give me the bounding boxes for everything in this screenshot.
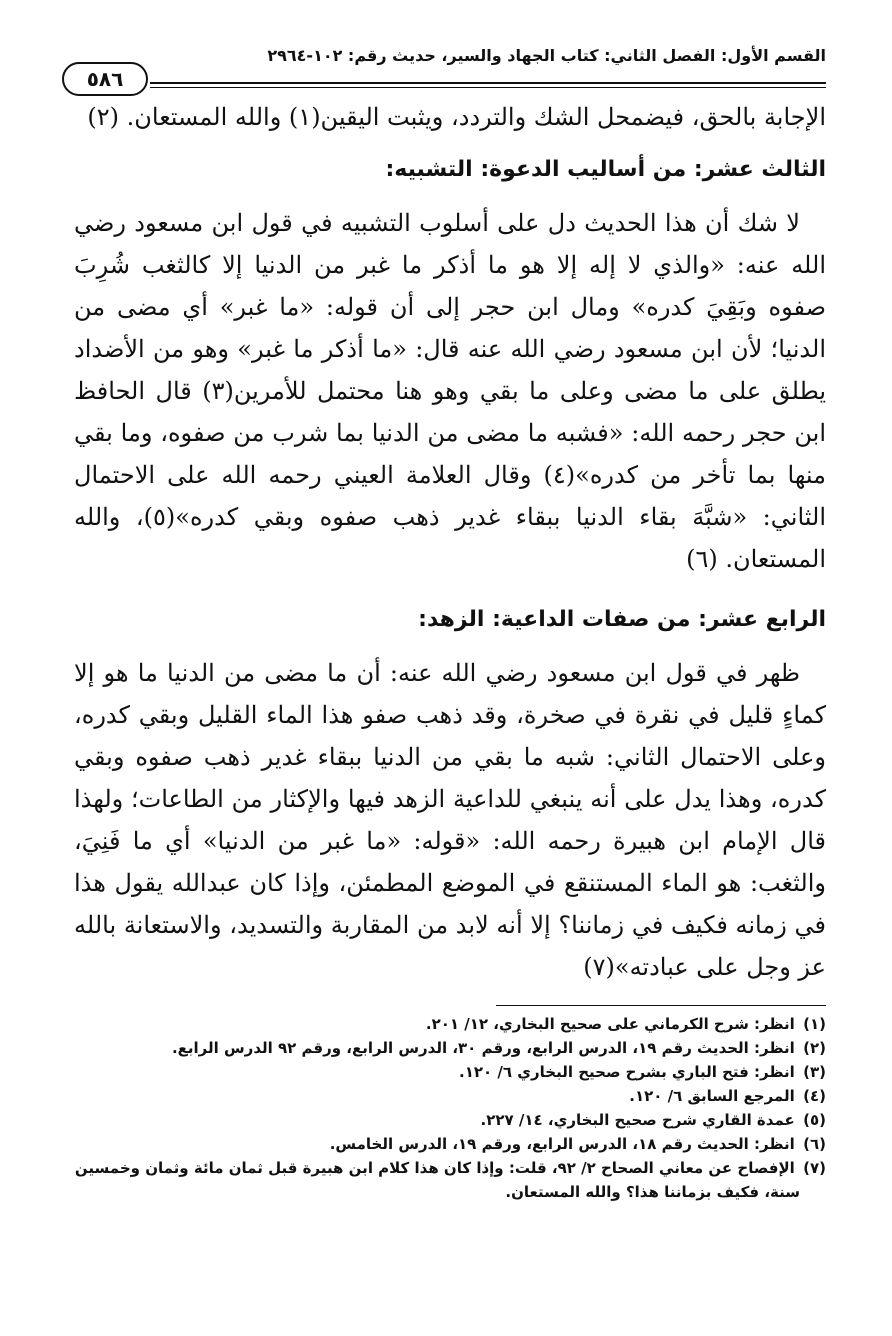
footnote-text: انظر: الحديث رقم ١٨، الدرس الرابع، ورقم ١٩، الدرس الخامس. [329,1135,795,1153]
page-number-badge [62,62,148,96]
footnote-number: (١) [803,1015,826,1033]
footnote-number: (٥) [803,1111,826,1129]
paragraph-asceticism-text: ظهر في قول ابن مسعود رضي الله عنه: أن ما مضى من الدنيا ما هو إلا كماءٍ قليل في نقرة في صخرة، وقد ذهب صفو هذا الماء القليل وبقي كدره، وعلى الاحتمال الثاني: شبه ما بقي من الدنيا ببقاء غدير ذهب صفوه وبقي كدره، وهذا يدل على أنه ينبغي للداعية الزهد فيها والإكثار من الطاعات؛ ولهذا قال الإمام ابن هبيرة رحمه الله: «قوله: «ما غبر من الدنيا» أي ما فَنِيَ، والثغب: هو الماء المستنقع في الموضع المطمئن، وإذا كان عبدالله يقول هذا في زمانه فكيف في زماننا؟ إلا أنه لابد من المقاربة والتسديد، والاستعانة بالله عز وجل على عبادته»(٧) [74,659,826,981]
header-rule-thick [150,82,826,84]
footnote-item [74,1036,826,1060]
footnote-text: عمدة القاري شرح صحيح البخاري، ١٤/ ٢٢٧. [480,1111,795,1129]
footnote-text: انظر: فتح الباري بشرح صحيح البخاري ٦/ ١٢٠. [459,1063,795,1081]
footnote-number: (٦) [803,1135,826,1153]
footnotes [74,1012,826,1204]
footnote-number: (٤) [803,1087,826,1105]
footnote-number: (٣) [803,1063,826,1081]
running-title: القسم الأول: الفصل الثاني: كتاب الجهاد والسير، حديث رقم: ١٠٢-٢٩٦٤ [267,45,826,65]
section-heading-asceticism: الرابع عشر: من صفات الداعية: الزهد: [418,607,826,632]
footnote-item [74,1132,826,1156]
header-rule-thin [150,87,826,88]
main-text [74,96,826,988]
footnote-item [74,1156,826,1180]
paragraph-simile [74,202,826,580]
footnote-item [74,1084,826,1108]
footnote-number: (٧) [803,1159,826,1177]
footnote-text: انظر: شرح الكرماني على صحيح البخاري، ١٢/ ٢٠١. [425,1015,795,1033]
running-header [50,38,826,72]
footnote-continuation: سنة، فكيف بزماننا هذا؟ والله المستعان. [505,1183,800,1201]
footnote-number: (٢) [803,1039,826,1057]
footnote-separator [496,1005,826,1006]
paragraph-simile-text: لا شك أن هذا الحديث دل على أسلوب التشبيه في قول ابن مسعود رضي الله عنه: «والذي لا إله إلا هو ما أذكر ما غبر من الدنيا إلا كالثغب شُرِبَ صفوه وبَقِيَ كدره» ومال ابن حجر إلى أن قوله: «ما غبر» أي مضى من الدنيا؛ لأن ابن مسعود رضي الله عنه قال: «ما أذكر ما غبر» وهو من الأضداد يطلق على ما مضى وعلى ما بقي وهو هنا محتمل للأمرين(٣) قال الحافظ ابن حجر رحمه الله: «فشبه ما مضى من الدنيا بما شرب من صفوه، وما بقي منها بما تأخر من كدره»(٤) وقال العلامة العيني رحمه الله على الاحتمال الثاني: «شبَّهَ بقاء الدنيا ببقاء غدير ذهب صفوه وبقي كدره»(٥)، والله المستعان. (٦) [74,209,826,573]
footnote-item [74,1060,826,1084]
paragraph-asceticism [74,652,826,988]
paragraph-continuation: الإجابة بالحق، فيضمحل الشك والتردد، ويثبت اليقين(١) والله المستعان. (٢) [87,103,826,131]
footnote-item [74,1012,826,1036]
page-number: ٥٨٦ [86,67,124,91]
footnote-text: انظر: الحديث رقم ١٩، الدرس الرابع، ورقم ٣٠، الدرس الرابع، ورقم ٩٢ الدرس الرابع. [171,1039,795,1057]
footnote-text: الإفصاح عن معاني الصحاح ٢/ ٩٢، قلت: وإذا كان هذا كلام ابن هبيرة قبل ثمان مائة وثمان وخمسين [74,1159,795,1177]
section-heading-simile: الثالث عشر: من أساليب الدعوة: التشبيه: [385,157,826,182]
footnote-item [74,1108,826,1132]
footnote-text: المرجع السابق ٦/ ١٢٠. [629,1087,795,1105]
